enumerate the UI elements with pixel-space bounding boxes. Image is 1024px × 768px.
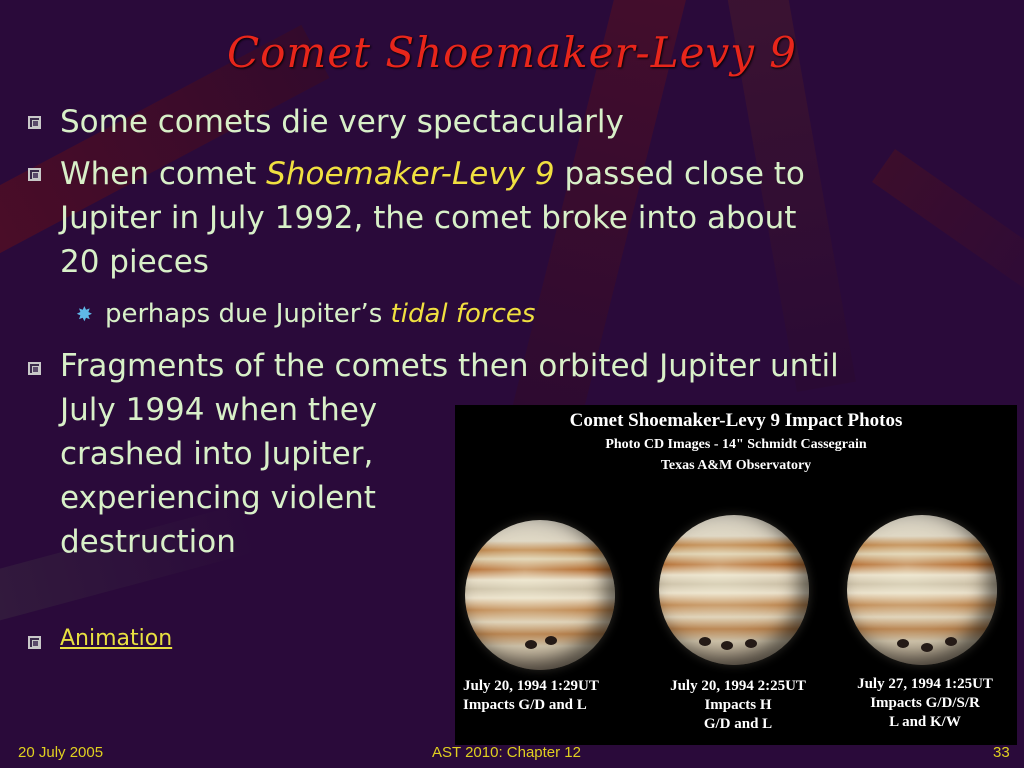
impact-photos-image: [455, 405, 1017, 745]
sub-bullet-prefix: perhaps due Jupiter’s: [105, 299, 391, 329]
impact-spot: [897, 639, 909, 648]
footer-course: AST 2010: Chapter 12: [432, 744, 581, 761]
impact-spot: [945, 637, 957, 646]
impact-spot: [699, 637, 711, 646]
image-subtitle-2: Texas A&M Observatory: [660, 458, 812, 473]
image-subtitle-1: Photo CD Images - 14" Schmidt Cassegrain: [605, 437, 867, 452]
bullet-3-line-3: crashed into Jupiter,: [60, 436, 374, 472]
bullet-3-line-5: destruction: [60, 524, 236, 560]
sub-bullet-text: [105, 299, 535, 329]
bullet-2-line-1: [60, 152, 805, 196]
photo-caption-3: July 27, 1994 1:25UT Impacts G/D/S/R L and K/W: [857, 676, 993, 730]
jupiter-photo-1: [465, 520, 615, 670]
square-bullet-icon: [28, 116, 41, 129]
impact-spot: [921, 643, 933, 652]
square-bullet-icon: [28, 362, 41, 375]
slide-title: Comet Shoemaker-Levy 9: [226, 28, 797, 77]
bullet-2-prefix: When comet: [60, 156, 267, 192]
square-bullet-icon: [28, 636, 41, 649]
star-bullet-icon: ✸: [76, 302, 93, 326]
square-bullet-icon: [28, 168, 41, 181]
photo-caption-2: July 20, 1994 2:25UT Impacts H G/D and L: [670, 678, 806, 732]
jupiter-photo-2: [659, 515, 809, 665]
impact-spot: [721, 641, 733, 650]
animation-link[interactable]: Animation: [60, 626, 173, 651]
bullet-2-line-3: 20 pieces: [60, 244, 209, 280]
impact-spot: [745, 639, 757, 648]
bullet-2-suffix: passed close to: [554, 156, 805, 192]
footer-page-number: 33: [993, 744, 1010, 761]
bullet-3-line-4: experiencing violent: [60, 480, 376, 516]
animation-link-container: [60, 626, 172, 651]
jupiter-photo-3: [847, 515, 997, 665]
footer-date: 20 July 2005: [18, 744, 104, 761]
comet-name-emphasis: Shoemaker-Levy 9: [266, 156, 555, 192]
impact-spot: [525, 640, 537, 649]
bullet-2-line-2: Jupiter in July 1992, the comet broke into about: [60, 200, 797, 236]
photo-caption-1: July 20, 1994 1:29UT Impacts G/D and L: [463, 678, 599, 713]
tidal-forces-emphasis: tidal forces: [390, 299, 536, 329]
bullet-3-line-2: July 1994 when they: [60, 392, 378, 428]
bullet-1-text: Some comets die very spectacularly: [60, 104, 624, 140]
impact-spot: [545, 636, 557, 645]
bullet-3-line-1: Fragments of the comets then orbited Jupiter until: [60, 348, 839, 384]
image-title: Comet Shoemaker-Levy 9 Impact Photos: [569, 410, 903, 431]
background-streak: [872, 149, 1024, 331]
